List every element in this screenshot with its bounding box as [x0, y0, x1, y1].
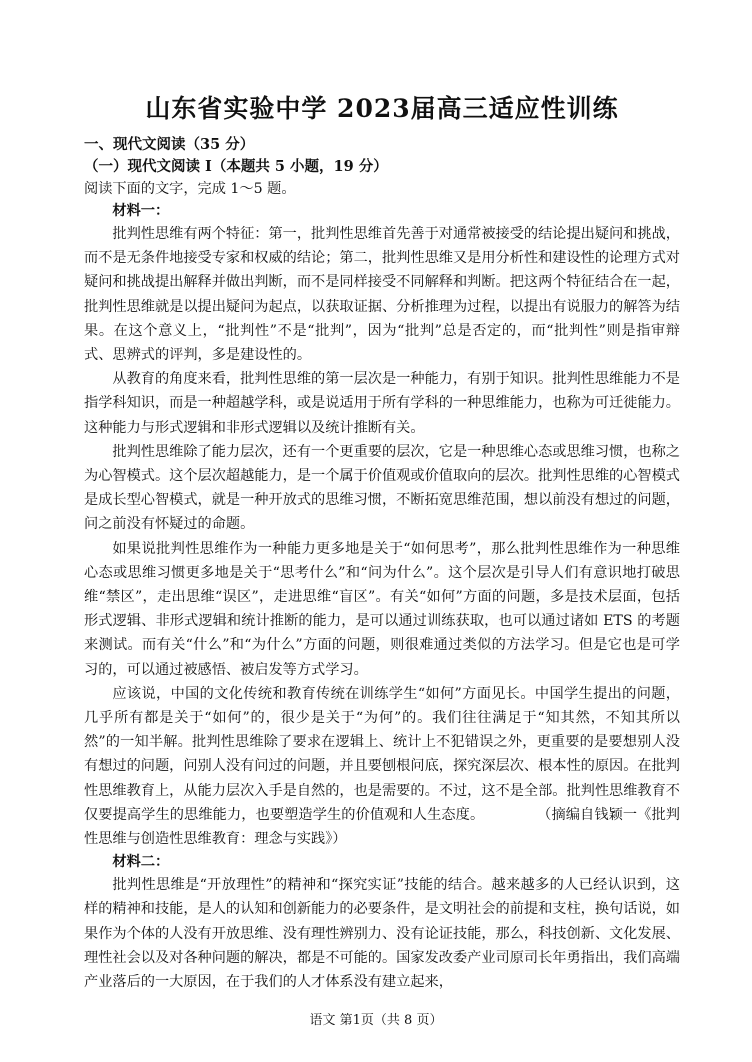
- material-1-source: （摘编自钱颖一《批判性思维与创造性思维教育：理念与实践》）: [84, 806, 680, 848]
- reading-instruction: 阅读下面的文字，完成 1～5 题。: [84, 181, 296, 197]
- section-heading: 一、现代文阅读（35 分）: [84, 136, 255, 153]
- material-1-paragraph-5: [84, 682, 680, 851]
- material-1-paragraph-4: 如果说批判性思维作为一种能力更多地是关于“如何思考”，那么批判性思维作为一种思维心态或思维习惯更多地是关于“思考什么”和“问为什么”。这个层次是引导人们有意识地打破思维“禁区”，走出思维“误区”，走进思维“盲区”。有关“如何”方面的问题，多是技术层面，包括形式逻辑、非形式逻辑和统计推断的能力，是可以通过训练获取，也可以通过诸如 ETS 的考题来测试。而有关“什么”和“为什么”方面的问题，则很难通过类似的方法学习。但是它也是可学习的，可以通过被感悟、被启发等方式学习。: [84, 540, 680, 678]
- page-title: 山东省实验中学 2023届高三适应性训练: [145, 94, 619, 123]
- material-1-paragraph-1: 批判性思维有两个特征：第一，批判性思维首先善于对通常被接受的结论提出疑问和挑战，而不是无条件地接受专家和权威的结论；第二，批判性思维又是用分析性和建设性的论理方式对疑问和挑战提出解释并做出判断，而不是同样接受不同解释和判断。把这两个特征结合在一起，批判性思维就是以提出疑问为起点，以获取证据、分析推理为过程，以提出有说服力的解答为结果。在这个意义上，“批判性”不是“批判”，因为“批判”总是否定的，而“批判性”则是指审辩式、思辨式的评判，多是建设性的。: [84, 226, 680, 364]
- page-footer: 语文 第1页（共 8 页）: [309, 1013, 443, 1028]
- material-1-paragraph-5-text: 应该说，中国的文化传统和教育传统在训练学生“如何”方面见长。中国学生提出的问题，几乎所有都是关于“如何”的，很少是关于“为何”的。我们往往满足于“知其然，不知其所以然”的一知半解。批判性思维除了要求在逻辑上、统计上不犯错误之外，更重要的是要想别人没有想过的问题，问别人没有问过的问题，并且要刨根问底，探究深层次、根本性的原因。在批判性思维教育上，从能力层次入手是自然的，也是需要的。不过，这不是全部。批判性思维教育不仅要提高学生的思维能力，也要塑造学生的价值观和人生态度。: [84, 685, 680, 823]
- material-1-label: 材料一：: [112, 203, 170, 219]
- material-1-paragraph-2: 从教育的角度来看，批判性思维的第一层次是一种能力，有别于知识。批判性思维能力不是指学科知识，而是一种超越学科，或是说适用于所有学科的一种思维能力，也称为可迁徙能力。这种能力与形式逻辑和非形式逻辑以及统计推断有关。: [84, 371, 680, 436]
- subsection-heading: （一）现代文阅读 I（本题共 5 小题，19 分）: [84, 158, 388, 175]
- material-1-paragraph-3: 批判性思维除了能力层次，还有一个更重要的层次，它是一种思维心态或思维习惯，也称之为心智模式。这个层次超越能力，是一个属于价值观或价值取向的层次。批判性思维的心智模式是成长型心智模式，就是一种开放式的思维习惯，不断拓宽思维范围，想以前没有想过的问题，问之前没有怀疑过的命题。: [84, 443, 680, 533]
- material-2-label: 材料二：: [112, 854, 170, 871]
- material-2-paragraph-1: 批判性思维是“开放理性”的精神和“探究实证”技能的结合。越来越多的人已经认识到，这样的精神和技能，是人的认知和创新能力的必要条件，是文明社会的前提和支柱，换句话说，如果作为个体的人没有开放思维、没有理性辨别力、没有论证技能，那么，科技创新、文化发展、理性社会以及对各种问题的解决，都是不可能的。国家发改委产业司原司长年勇指出，我们高端产业落后的一大原因，在于我们的人才体系没有建立起来，: [84, 877, 680, 991]
